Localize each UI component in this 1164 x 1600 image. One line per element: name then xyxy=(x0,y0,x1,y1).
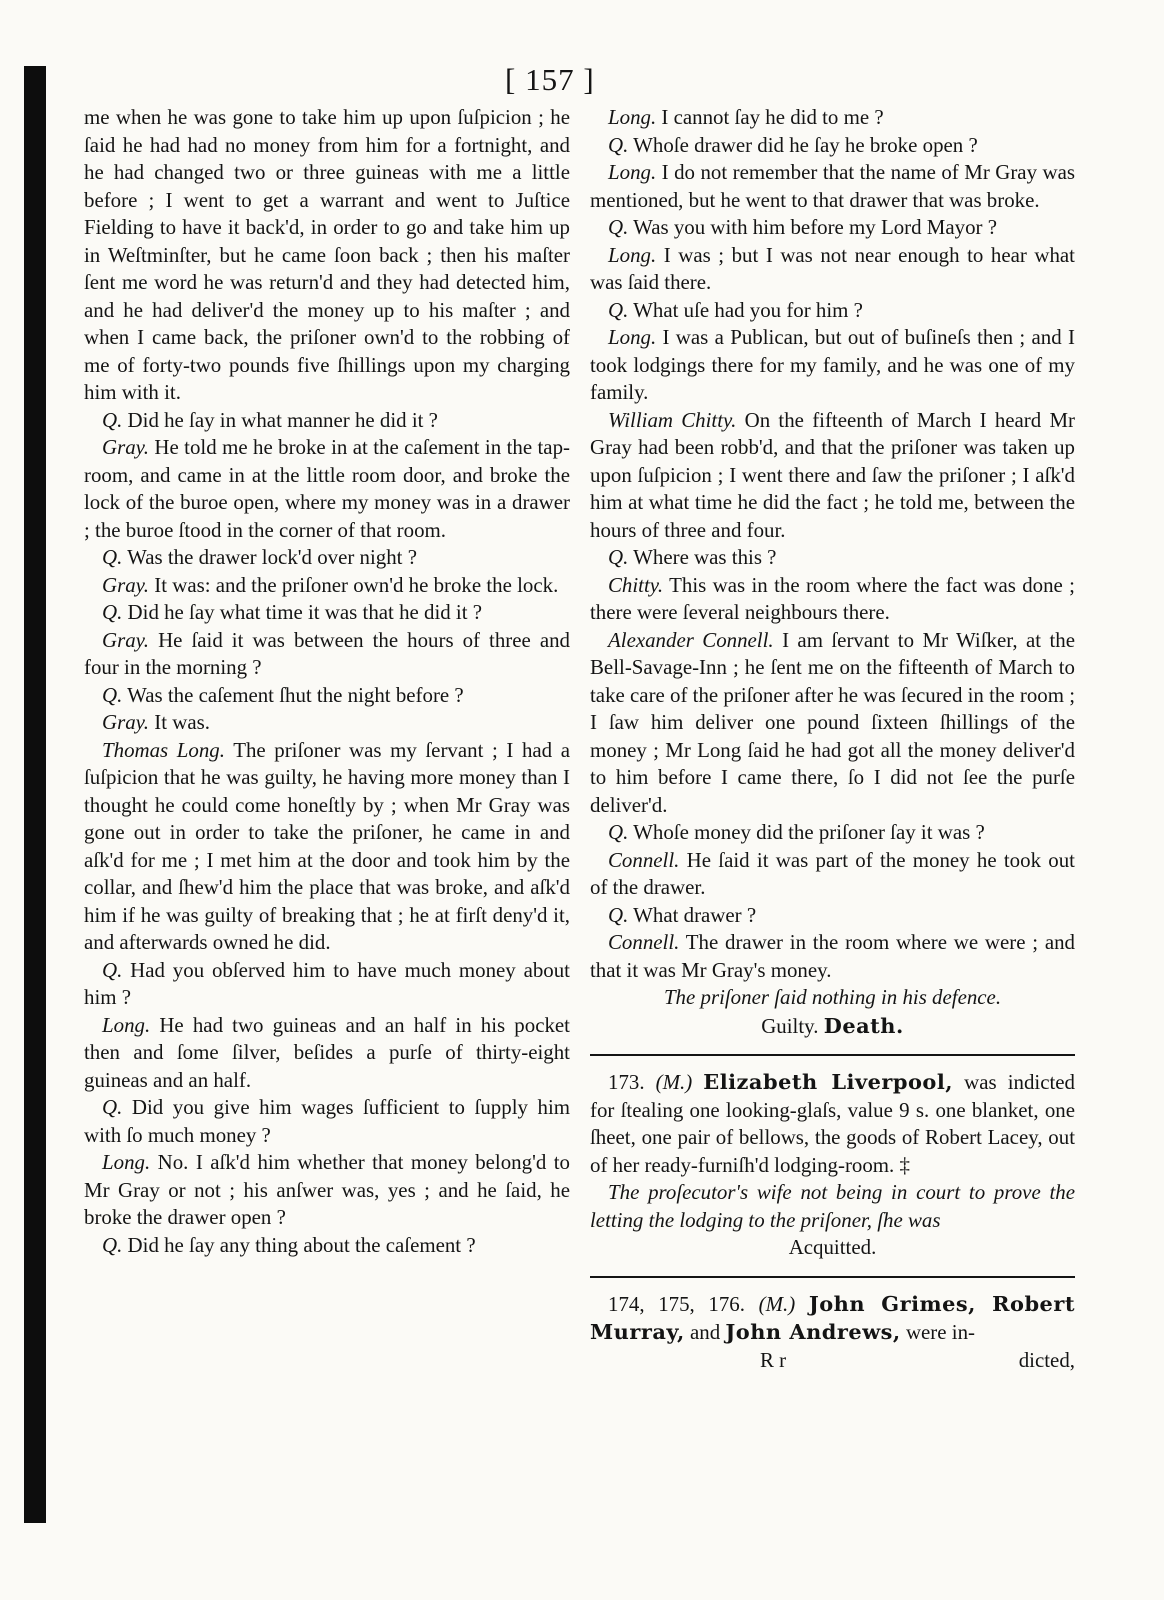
section-rule xyxy=(590,1276,1075,1278)
testimony-paragraph xyxy=(590,819,1075,847)
testimony-paragraph xyxy=(84,1232,570,1260)
case-entry-173 xyxy=(590,1068,1075,1179)
speaker-label: Gray. xyxy=(102,572,150,597)
right-column xyxy=(590,104,1075,1374)
section-rule xyxy=(590,1054,1075,1056)
testimony-text: I was a Publican, but out of buſineſs then ; and I took lodgings there for my family, and he was one of my family. xyxy=(590,325,1075,404)
testimony-paragraph xyxy=(84,737,570,957)
testimony-paragraph xyxy=(590,847,1075,902)
indictment-text: was indicted for ſtealing one looking-glaſs, value 9 s. one blanket, one ſheet, one pair of bellows, the goods of Robert Lacey, out of her ready-furniſh'd lodging-room. ‡ xyxy=(590,1070,1075,1177)
testimony-text: This was in the room where the fact was done ; there were ſeveral neighbours there. xyxy=(590,572,1075,624)
testimony-text: The priſoner was my ſervant ; I had a ſuſpicion that he was guilty, he having more money than I thought he could come honeſtly by ; when Mr Gray was gone out in order to take the priſoner, he came in and aſk'd for me ; I met him at the door and took him by the collar, and ſhew'd him the place that was broke, and aſk'd him if he was guilty of breaking that ; he at firſt deny'd it, and afterwards owned he did. xyxy=(84,737,570,954)
speaker-label: Long. xyxy=(608,325,657,349)
testimony-paragraph xyxy=(590,929,1075,984)
speaker-label: Q. xyxy=(102,600,123,624)
testimony-paragraph xyxy=(590,104,1075,132)
testimony-text: I do not remember that the name of Mr Gray was mentioned, but he went to that drawer that was broke. xyxy=(590,160,1075,212)
testimony-text: What drawer ? xyxy=(633,902,757,927)
testimony-paragraph xyxy=(84,572,570,600)
testimony-paragraph xyxy=(590,902,1075,930)
testimony-paragraph xyxy=(590,544,1075,572)
speaker-label: Connell. xyxy=(608,930,680,954)
defence-statement: The priſoner ſaid nothing in his defence. xyxy=(663,985,1002,1009)
speaker-label: Q. xyxy=(102,1232,123,1257)
testimony-paragraph xyxy=(84,957,570,1012)
testimony-text: Whoſe money did the priſoner ſay it was ? xyxy=(633,820,985,844)
speaker-label: Q. xyxy=(608,297,629,322)
testimony-text: Did he ſay what time it was that he did it ? xyxy=(127,600,483,624)
testimony-paragraph xyxy=(84,599,570,627)
speaker-label: Gray. xyxy=(102,435,150,459)
case-note: The proſecutor's wife not being in court to prove the letting the lodging to the priſoner, ſhe was xyxy=(590,1180,1075,1232)
testimony-paragraph xyxy=(590,627,1075,820)
left-column xyxy=(84,104,570,1259)
testimony-paragraph xyxy=(590,159,1075,214)
speaker-label: Long. xyxy=(608,105,657,129)
testimony-paragraph xyxy=(84,1012,570,1095)
speaker-label: Q. xyxy=(608,132,629,157)
testimony-text: He told me he broke in at the caſement in the tap-room, and came in at the little room door, and broke the lock of the buroe open, where my money was in a drawer ; the buroe ſtood in the corner of that room. xyxy=(84,435,570,542)
testimony-text: Had you obſerved him to have much money about him ? xyxy=(84,957,570,1009)
testimony-paragraph xyxy=(84,434,570,544)
testimony-text: He ſaid it was part of the money he took out of the drawer. xyxy=(590,847,1075,899)
testimony-paragraph xyxy=(84,544,570,572)
testimony-text: It was: and the priſoner own'd he broke the lock. xyxy=(154,572,559,597)
testimony-text: On the fifteenth of March I heard Mr Gray had been robb'd, and that the priſoner was taken up upon ſuſpicion ; I went there and ſaw the priſoner ; I aſk'd him at what time he did the fact ; he told me, between the hours of three and four. xyxy=(590,407,1075,542)
testimony-paragraph xyxy=(84,682,570,710)
verdict-line xyxy=(590,1012,1075,1041)
testimony-text: Did you give him wages ſufficient to ſupply him with ſo much money ? xyxy=(84,1095,570,1147)
defendant-name: John Andrews, xyxy=(725,1319,901,1344)
binding-edge xyxy=(24,66,46,1523)
footer-line xyxy=(590,1347,1075,1375)
speaker-label: Thomas Long. xyxy=(102,737,225,762)
speaker-label: Long. xyxy=(608,160,657,184)
defendant-name: Elizabeth Liverpool, xyxy=(703,1069,954,1094)
testimony-paragraph xyxy=(590,572,1075,627)
testimony-text: What uſe had you for him ? xyxy=(633,297,863,322)
speaker-label: Long. xyxy=(102,1150,151,1174)
speaker-label: Q. xyxy=(102,1095,123,1119)
testimony-paragraph xyxy=(590,324,1075,407)
speaker-label: Long. xyxy=(608,242,657,267)
testimony-text: Was the caſement ſhut the night before ? xyxy=(127,682,464,707)
testimony-paragraph xyxy=(590,132,1075,160)
speaker-label: Q. xyxy=(102,407,123,432)
speaker-label: Alexander Connell. xyxy=(608,627,774,652)
testimony-paragraph xyxy=(84,1094,570,1149)
testimony-text: Did he ſay in what manner he did it ? xyxy=(127,407,438,432)
testimony-text: Did he ſay any thing about the caſement ? xyxy=(127,1232,476,1257)
testimony-text: No. I aſk'd him whether that money belong'd to Mr Gray or not ; his anſwer was, yes ; and he ſaid, he broke the drawer open ? xyxy=(84,1150,570,1229)
testimony-text: Was the drawer lock'd over night ? xyxy=(127,545,417,569)
testimony-text: me when he was gone to take him up upon ſuſpicion ; he ſaid he had had no money from him for a fortnight, and he had changed two or three guineas with me a little before ; I went to get a warrant and went to Juſtice Fielding to have it back'd, in order to go and take him up in Weſtminſter, but he came ſoon back ; then his maſter ſent me word he was return'd and they had detected him, and he had deliver'd the money up to his maſter ; and when I came back, the priſoner own'd to the robbing of me of forty-two pounds five ſhillings upon my charging him with it. xyxy=(84,105,570,404)
testimony-text: It was. xyxy=(154,710,210,734)
speaker-label: Q. xyxy=(608,820,629,844)
signature-mark: R r xyxy=(760,1347,787,1372)
testimony-text: Where was this ? xyxy=(633,545,777,569)
speaker-label: Gray. xyxy=(102,627,150,652)
testimony-paragraph xyxy=(84,104,570,407)
testimony-text: Was you with him before my Lord Mayor ? xyxy=(633,215,997,239)
defendant-names: John Grimes, Robert Murray, xyxy=(590,1290,1075,1344)
testimony-text: I was ; but I was not near enough to hear what was ſaid there. xyxy=(590,242,1075,294)
testimony-text: He ſaid it was between the hours of three and four in the morning ? xyxy=(84,627,570,679)
speaker-label: Q. xyxy=(608,545,629,569)
testimony-paragraph xyxy=(590,242,1075,297)
testimony-text: He had two guineas and an half in his pocket then and ſome ſilver, beſides a purſe of thirty-eight guineas and an half. xyxy=(84,1012,570,1092)
speaker-label: Q. xyxy=(102,545,123,569)
speaker-label: Long. xyxy=(102,1012,151,1037)
sentence: Death. xyxy=(823,1012,904,1038)
speaker-label: William Chitty. xyxy=(608,407,737,432)
testimony-paragraph xyxy=(84,1149,570,1232)
testimony-paragraph xyxy=(590,214,1075,242)
case-number: 173. xyxy=(608,1070,645,1094)
right-column-testimony xyxy=(590,104,1075,984)
testimony-text: I am ſervant to Mr Wiſker, at the Bell-Savage-Inn ; he ſent me on the fifteenth of March to take care of the priſoner after he was ſecured in the room ; I ſaw him deliver one pound ſixteen ſhillings of the money ; Mr Long ſaid he had got all the money deliver'd to him before I came there, ſo I did not ſee the purſe deliver'd. xyxy=(590,627,1075,817)
speaker-label: Gray. xyxy=(102,710,150,734)
verdict: Guilty. xyxy=(761,1013,819,1038)
case-numbers: 174, 175, 176. xyxy=(608,1291,745,1316)
court-mark: (M.) xyxy=(655,1070,693,1094)
testimony-paragraph xyxy=(84,407,570,435)
testimony-text: I cannot ſay he did to me ? xyxy=(661,105,884,129)
speaker-label: Q. xyxy=(102,957,123,982)
speaker-label: Connell. xyxy=(608,847,680,872)
testimony-paragraph xyxy=(590,297,1075,325)
speaker-label: Q. xyxy=(608,215,629,239)
speaker-label: Q. xyxy=(102,682,123,707)
speaker-label: Q. xyxy=(608,902,629,927)
testimony-paragraph xyxy=(590,407,1075,545)
verdict-acquitted: Acquitted. xyxy=(788,1235,877,1259)
testimony-paragraph xyxy=(84,627,570,682)
court-mark: (M.) xyxy=(758,1291,796,1316)
indictment-text: were in- xyxy=(905,1320,975,1344)
speaker-label: Chitty. xyxy=(608,572,664,597)
conjunction: and xyxy=(690,1320,721,1344)
catchword: dicted, xyxy=(1018,1347,1075,1372)
testimony-paragraph xyxy=(84,709,570,737)
case-entry-174 xyxy=(590,1290,1075,1347)
testimony-text: The drawer in the room where we were ; and that it was Mr Gray's money. xyxy=(590,930,1075,982)
page-number: [ 157 ] xyxy=(505,62,595,97)
testimony-text: Whoſe drawer did he ſay he broke open ? xyxy=(633,132,978,157)
